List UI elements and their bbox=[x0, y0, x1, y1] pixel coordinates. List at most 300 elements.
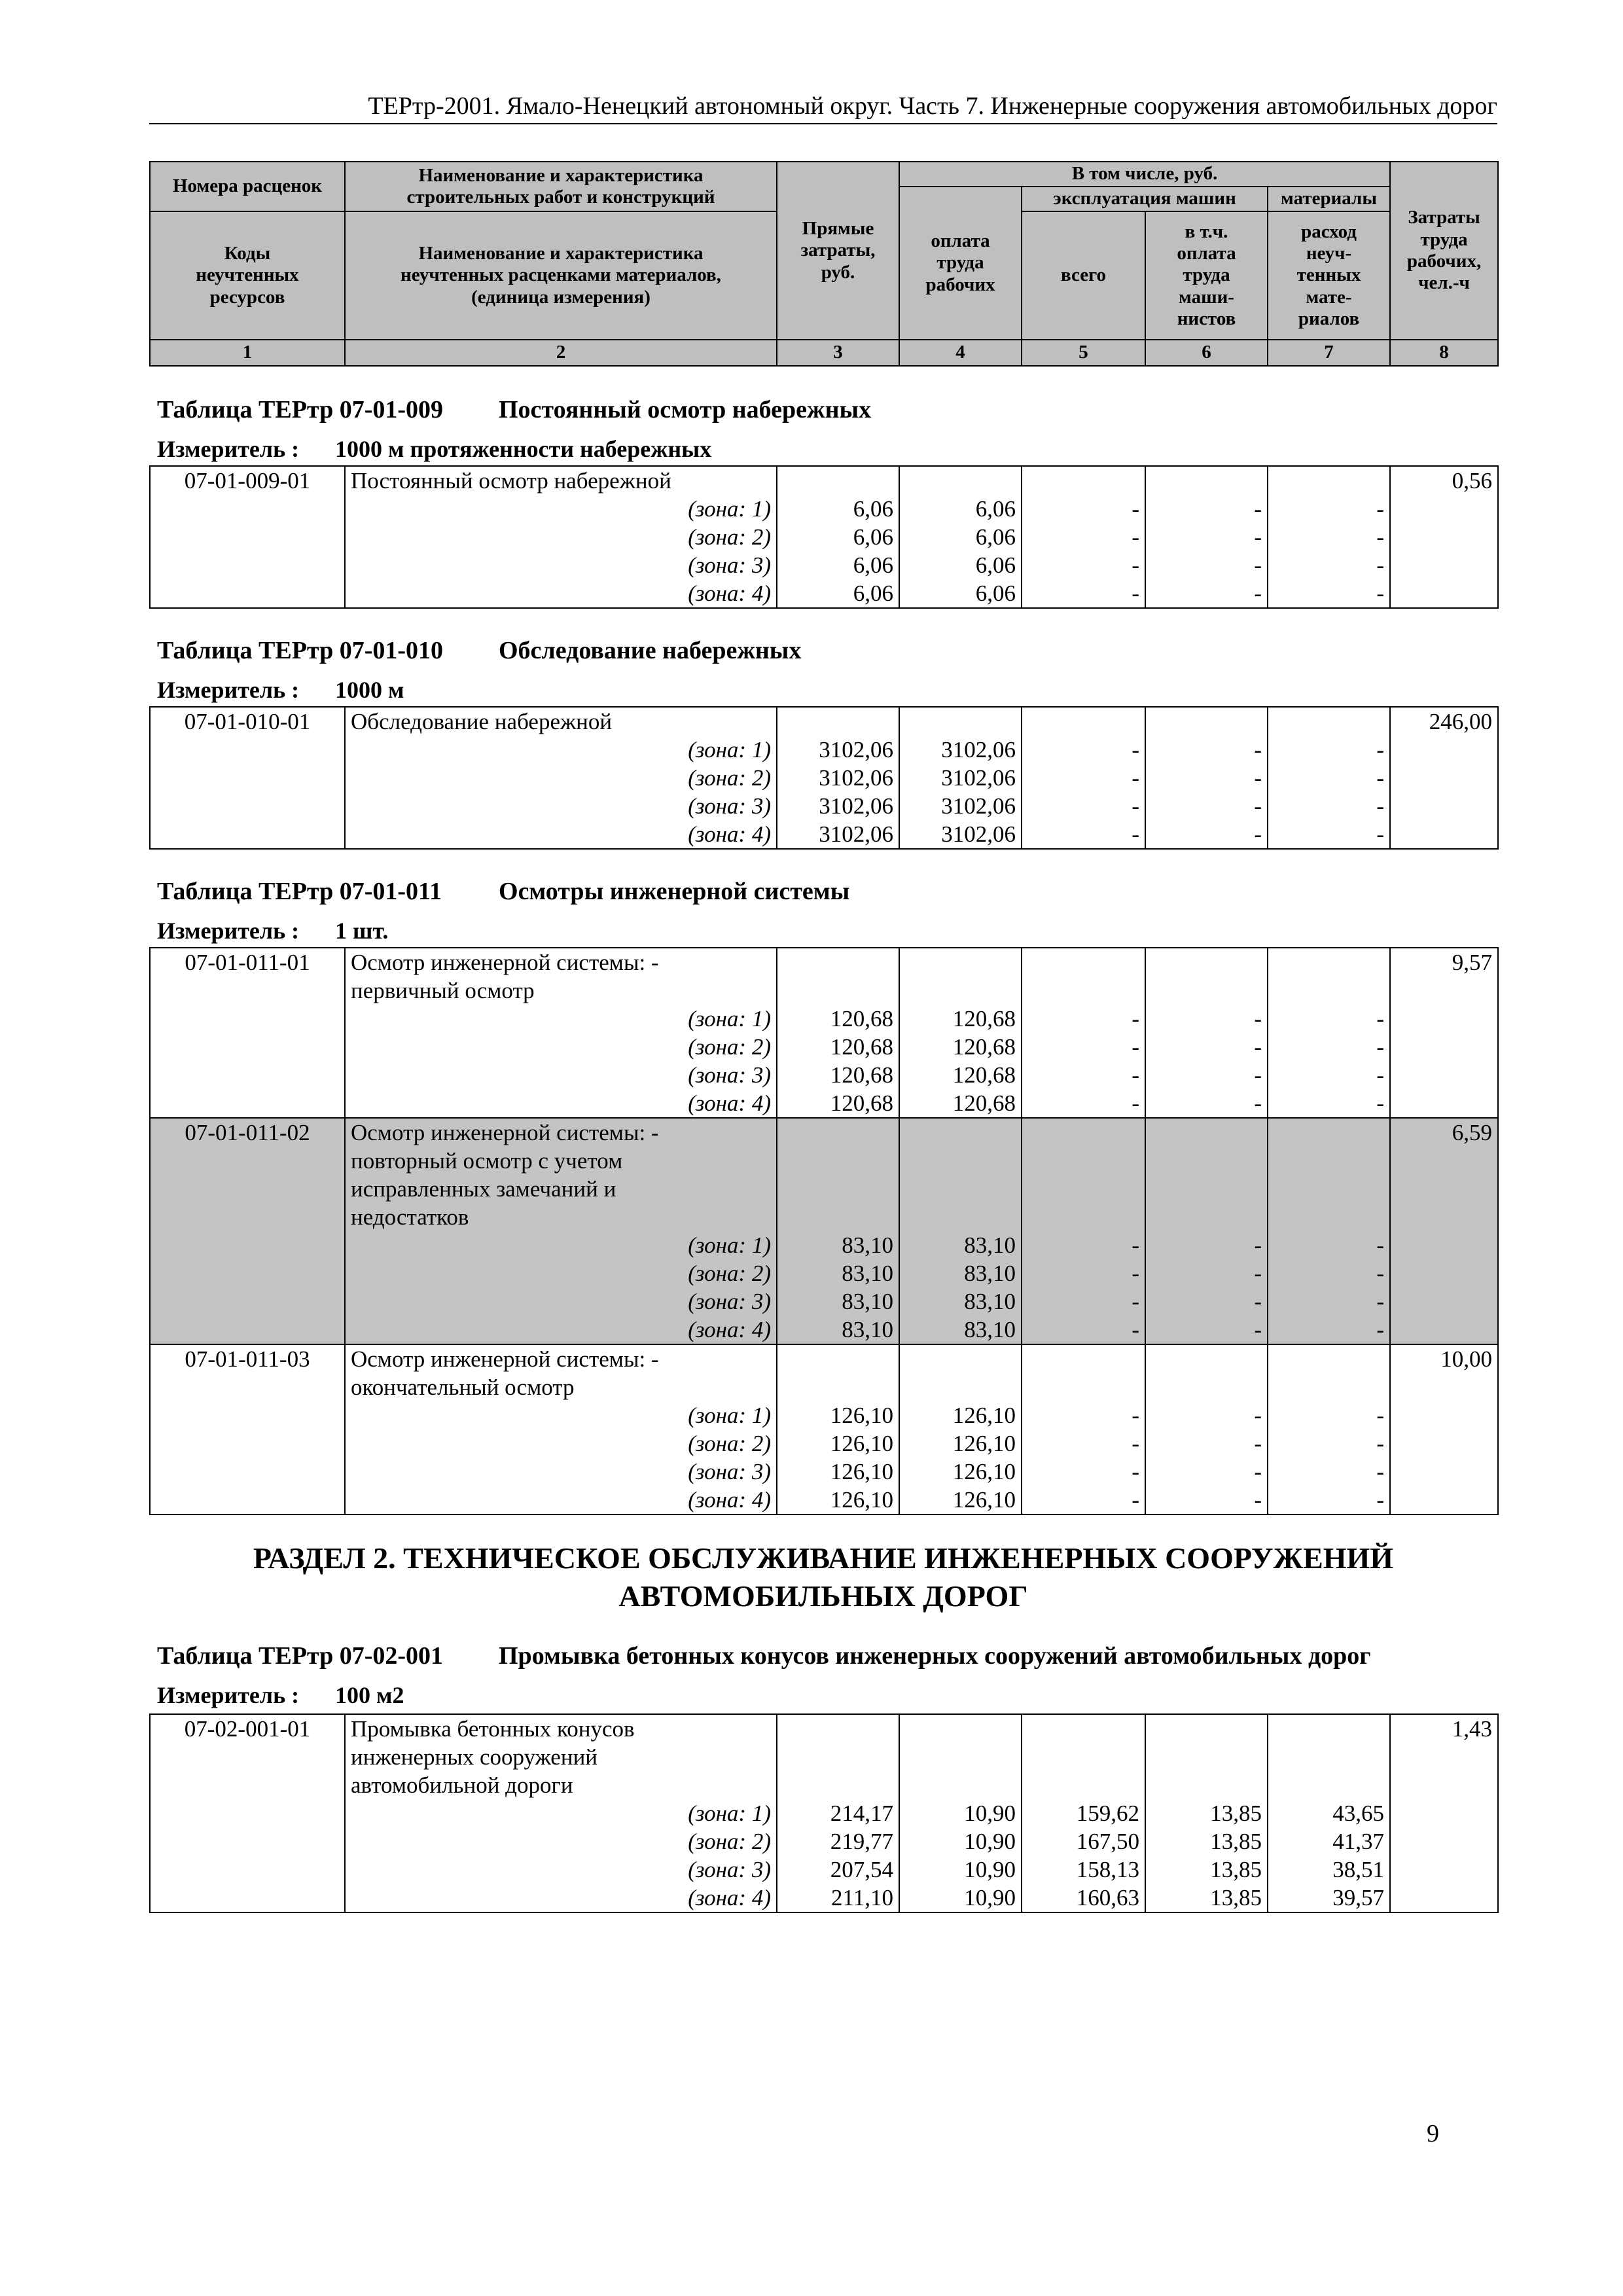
table-cell bbox=[1390, 495, 1498, 523]
table-cell bbox=[1268, 1175, 1390, 1203]
table-cell: (зона: 1) bbox=[345, 736, 777, 764]
table-cell: - bbox=[1022, 820, 1145, 849]
table-cell: (зона: 2) bbox=[345, 1429, 777, 1458]
table-cell: - bbox=[1268, 579, 1390, 608]
table-title: Таблица ТЕРтр 07-01-010 Обследование набережных bbox=[157, 637, 802, 664]
column-number: 7 bbox=[1268, 340, 1390, 366]
table-cell bbox=[1022, 1344, 1145, 1373]
table-cell: Осмотр инженерной системы: - bbox=[345, 1118, 777, 1147]
table-cell: Постоянный осмотр набережной bbox=[345, 466, 777, 495]
table-cell: - bbox=[1145, 523, 1268, 551]
table-cell bbox=[150, 1884, 345, 1912]
table-cell bbox=[1022, 1743, 1145, 1771]
table-cell: 83,10 bbox=[777, 1316, 899, 1344]
table-row bbox=[150, 495, 1498, 523]
table-cell: - bbox=[1268, 1287, 1390, 1316]
table-cell: 3102,06 bbox=[777, 792, 899, 820]
table-cell: - bbox=[1022, 1259, 1145, 1287]
table-cell: - bbox=[1022, 1429, 1145, 1458]
table-cell bbox=[1022, 948, 1145, 977]
table-cell bbox=[150, 1743, 345, 1771]
table-cell bbox=[150, 1458, 345, 1486]
table-cell bbox=[150, 551, 345, 579]
table-title: Таблица ТЕРтр 07-02-001 Промывка бетонных конусов инженерных сооружений автомобильных дорог bbox=[157, 1642, 1371, 1670]
table-cell: (зона: 4) bbox=[345, 1316, 777, 1344]
table-cell bbox=[1145, 1714, 1268, 1743]
table-row bbox=[150, 1458, 1498, 1486]
table-row bbox=[150, 1203, 1498, 1231]
table-cell bbox=[150, 764, 345, 792]
table-cell: - bbox=[1022, 736, 1145, 764]
table-cell bbox=[150, 1005, 345, 1033]
table-cell: - bbox=[1022, 1486, 1145, 1515]
page-number: 9 bbox=[1427, 2120, 1439, 2147]
table-cell bbox=[150, 1147, 345, 1175]
table-cell bbox=[1390, 1401, 1498, 1429]
table-cell bbox=[150, 1316, 345, 1344]
table-cell: - bbox=[1145, 495, 1268, 523]
table-row bbox=[150, 1827, 1498, 1856]
table-cell: 83,10 bbox=[899, 1231, 1022, 1259]
table-cell bbox=[1390, 820, 1498, 849]
table-cell: 167,50 bbox=[1022, 1827, 1145, 1856]
table-cell bbox=[777, 1118, 899, 1147]
table-cell: 3102,06 bbox=[899, 736, 1022, 764]
table-cell: 07-01-009-01 bbox=[150, 466, 345, 495]
table-cell: - bbox=[1145, 820, 1268, 849]
table-cell bbox=[1390, 1287, 1498, 1316]
table-cell bbox=[1390, 523, 1498, 551]
table-cell bbox=[150, 1089, 345, 1118]
table-cell: (зона: 1) bbox=[345, 1799, 777, 1827]
table-cell bbox=[899, 1373, 1022, 1401]
table-cell bbox=[1390, 1316, 1498, 1344]
table-cell bbox=[1022, 707, 1145, 736]
table-cell bbox=[1390, 1486, 1498, 1515]
table-cell bbox=[150, 1373, 345, 1401]
table-cell: 07-02-001-01 bbox=[150, 1714, 345, 1743]
table-cell bbox=[1022, 1175, 1145, 1203]
table-cell: (зона: 4) bbox=[345, 1089, 777, 1118]
table-cell bbox=[150, 1231, 345, 1259]
table-cell bbox=[1022, 1118, 1145, 1147]
table-cell: 10,90 bbox=[899, 1827, 1022, 1856]
table-cell bbox=[899, 1175, 1022, 1203]
table-row bbox=[150, 1147, 1498, 1175]
table-cell bbox=[1390, 1033, 1498, 1061]
table-cell: исправленных замечаний и bbox=[345, 1175, 777, 1203]
table-cell bbox=[899, 707, 1022, 736]
table-cell bbox=[1390, 977, 1498, 1005]
table-cell: - bbox=[1268, 523, 1390, 551]
table-row bbox=[150, 1259, 1498, 1287]
table-row bbox=[150, 1005, 1498, 1033]
table-cell: 126,10 bbox=[899, 1401, 1022, 1429]
table-cell: 126,10 bbox=[777, 1429, 899, 1458]
table-cell: - bbox=[1268, 1005, 1390, 1033]
table-cell bbox=[150, 1287, 345, 1316]
table-cell: - bbox=[1268, 764, 1390, 792]
table-cell: - bbox=[1268, 1231, 1390, 1259]
table-cell: - bbox=[1145, 1061, 1268, 1089]
table-cell bbox=[1390, 1429, 1498, 1458]
table-cell: - bbox=[1268, 551, 1390, 579]
table-cell: 6,06 bbox=[777, 495, 899, 523]
table-cell: - bbox=[1145, 1458, 1268, 1486]
table-row bbox=[150, 1231, 1498, 1259]
table-cell: (зона: 4) bbox=[345, 1486, 777, 1515]
table-row bbox=[150, 764, 1498, 792]
table-cell bbox=[899, 466, 1022, 495]
table-cell: 07-01-011-01 bbox=[150, 948, 345, 977]
header-nomera-rascenok: Номера расценок bbox=[150, 162, 345, 211]
table-cell bbox=[150, 977, 345, 1005]
table-cell bbox=[1390, 551, 1498, 579]
table-cell bbox=[777, 977, 899, 1005]
table-cell: 120,68 bbox=[777, 1005, 899, 1033]
table-cell: 120,68 bbox=[777, 1033, 899, 1061]
table-cell: 219,77 bbox=[777, 1827, 899, 1856]
header-pryamye-zatraty: Прямые затраты, руб. bbox=[777, 162, 899, 340]
table-cell: 3102,06 bbox=[777, 764, 899, 792]
table-cell: Осмотр инженерной системы: - bbox=[345, 1344, 777, 1373]
table-row bbox=[150, 1033, 1498, 1061]
table-cell: 126,10 bbox=[777, 1458, 899, 1486]
table-cell: - bbox=[1268, 820, 1390, 849]
table-cell: - bbox=[1022, 1401, 1145, 1429]
table-cell bbox=[150, 1061, 345, 1089]
table-cell bbox=[1268, 1118, 1390, 1147]
table-cell: 3102,06 bbox=[899, 820, 1022, 849]
table-cell: 07-01-010-01 bbox=[150, 707, 345, 736]
table-cell bbox=[1145, 1743, 1268, 1771]
column-number: 1 bbox=[150, 340, 345, 366]
table-cell: 126,10 bbox=[899, 1486, 1022, 1515]
table-cell: - bbox=[1022, 1316, 1145, 1344]
header-oplata-truda: оплата труда рабочих bbox=[899, 187, 1022, 340]
table-cell: 160,63 bbox=[1022, 1884, 1145, 1912]
table-row bbox=[150, 707, 1498, 736]
table-cell: 07-01-011-02 bbox=[150, 1118, 345, 1147]
table-cell bbox=[1145, 1147, 1268, 1175]
table-cell bbox=[150, 1401, 345, 1429]
table-row bbox=[150, 1344, 1498, 1373]
table-cell bbox=[1145, 707, 1268, 736]
table-cell: (зона: 2) bbox=[345, 523, 777, 551]
table-cell bbox=[150, 1175, 345, 1203]
table-cell bbox=[150, 1429, 345, 1458]
table-cell: первичный осмотр bbox=[345, 977, 777, 1005]
table-cell bbox=[150, 792, 345, 820]
table-cell: 83,10 bbox=[899, 1316, 1022, 1344]
table-cell: 214,17 bbox=[777, 1799, 899, 1827]
table-row bbox=[150, 1429, 1498, 1458]
table-cell: - bbox=[1268, 1429, 1390, 1458]
table-cell: 83,10 bbox=[777, 1287, 899, 1316]
table-cell bbox=[1390, 792, 1498, 820]
table-cell bbox=[150, 579, 345, 608]
table-cell bbox=[1390, 1743, 1498, 1771]
table-cell: (зона: 2) bbox=[345, 1827, 777, 1856]
section-title: РАЗДЕЛ 2. ТЕХНИЧЕСКОЕ ОБСЛУЖИВАНИЕ ИНЖЕНЕРНЫХ СООРУЖЕНИЙ АВТОМОБИЛЬНЫХ ДОРОГ bbox=[253, 1541, 1394, 1613]
table-cell: - bbox=[1145, 579, 1268, 608]
table-cell: - bbox=[1145, 1429, 1268, 1458]
table-cell bbox=[777, 1771, 899, 1799]
column-number: 5 bbox=[1022, 340, 1145, 366]
table-cell: 126,10 bbox=[899, 1429, 1022, 1458]
table-cell bbox=[899, 1743, 1022, 1771]
header-naimenovanie-works: Наименование и характеристика строительных работ и конструкций bbox=[345, 162, 777, 211]
table-cell bbox=[1145, 977, 1268, 1005]
table-row bbox=[150, 551, 1498, 579]
table-cell bbox=[1145, 466, 1268, 495]
table-cell: - bbox=[1022, 1089, 1145, 1118]
table-cell: Обследование набережной bbox=[345, 707, 777, 736]
table-cell bbox=[1145, 948, 1268, 977]
table-cell: 07-01-011-03 bbox=[150, 1344, 345, 1373]
table-cell bbox=[899, 1771, 1022, 1799]
table-cell bbox=[1390, 1259, 1498, 1287]
table-row bbox=[150, 466, 1498, 495]
table-row bbox=[150, 1061, 1498, 1089]
table-cell: (зона: 3) bbox=[345, 1856, 777, 1884]
table-cell: 3102,06 bbox=[899, 764, 1022, 792]
table-measure: Измеритель : 100 м2 bbox=[157, 1682, 404, 1708]
table-cell bbox=[1268, 948, 1390, 977]
table-cell: 120,68 bbox=[899, 1089, 1022, 1118]
table-cell bbox=[899, 1203, 1022, 1231]
table-cell bbox=[777, 1203, 899, 1231]
table-cell bbox=[1268, 1147, 1390, 1175]
table-cell: повторный осмотр с учетом bbox=[345, 1147, 777, 1175]
table-measure: Измеритель : 1000 м протяженности набережных bbox=[157, 436, 712, 462]
table-cell bbox=[1022, 466, 1145, 495]
table-row bbox=[150, 977, 1498, 1005]
table-cell: 120,68 bbox=[899, 1033, 1022, 1061]
header-vtch-oplata-mashinistov: в т.ч. оплата труда маши- нистов bbox=[1145, 211, 1268, 340]
table-07-01-009 bbox=[149, 465, 1499, 609]
table-cell bbox=[1390, 736, 1498, 764]
table-cell: 41,37 bbox=[1268, 1827, 1390, 1856]
table-cell: - bbox=[1022, 1287, 1145, 1316]
table-row bbox=[150, 948, 1498, 977]
table-cell: - bbox=[1268, 1316, 1390, 1344]
table-cell bbox=[1145, 1118, 1268, 1147]
table-row bbox=[150, 1856, 1498, 1884]
table-cell: 246,00 bbox=[1390, 707, 1498, 736]
table-cell bbox=[777, 707, 899, 736]
table-cell: 9,57 bbox=[1390, 948, 1498, 977]
table-cell: - bbox=[1022, 1005, 1145, 1033]
table-cell bbox=[1022, 1203, 1145, 1231]
table-cell bbox=[1022, 1714, 1145, 1743]
table-cell bbox=[1145, 1373, 1268, 1401]
table-row bbox=[150, 1486, 1498, 1515]
table-cell: 211,10 bbox=[777, 1884, 899, 1912]
table-cell: (зона: 2) bbox=[345, 1259, 777, 1287]
table-cell: 3102,06 bbox=[777, 820, 899, 849]
table-cell: 39,57 bbox=[1268, 1884, 1390, 1912]
table-cell: 6,06 bbox=[899, 523, 1022, 551]
table-row bbox=[150, 1373, 1498, 1401]
header-kody-resursov: Коды неучтенных ресурсов bbox=[150, 211, 345, 340]
table-cell: - bbox=[1145, 1259, 1268, 1287]
table-row bbox=[150, 1175, 1498, 1203]
table-07-02-001 bbox=[149, 1713, 1499, 1913]
header-vsego: всего bbox=[1022, 211, 1145, 340]
table-cell bbox=[1390, 1771, 1498, 1799]
table-measure: Измеритель : 1000 м bbox=[157, 677, 404, 703]
table-row bbox=[150, 1714, 1498, 1743]
table-cell bbox=[150, 1033, 345, 1061]
table-cell bbox=[150, 1203, 345, 1231]
table-measure: Измеритель : 1 шт. bbox=[157, 918, 389, 944]
table-row bbox=[150, 736, 1498, 764]
table-row bbox=[150, 1771, 1498, 1799]
table-cell: 3102,06 bbox=[777, 736, 899, 764]
table-cell: 10,90 bbox=[899, 1856, 1022, 1884]
table-cell: - bbox=[1145, 551, 1268, 579]
table-cell bbox=[1268, 466, 1390, 495]
table-cell: 13,85 bbox=[1145, 1856, 1268, 1884]
table-cell: 3102,06 bbox=[899, 792, 1022, 820]
table-row bbox=[150, 820, 1498, 849]
table-cell: - bbox=[1022, 792, 1145, 820]
table-cell bbox=[150, 820, 345, 849]
table-cell: 13,85 bbox=[1145, 1799, 1268, 1827]
table-cell bbox=[777, 1344, 899, 1373]
table-cell: (зона: 2) bbox=[345, 764, 777, 792]
table-cell bbox=[1390, 764, 1498, 792]
table-cell: (зона: 3) bbox=[345, 1287, 777, 1316]
table-cell: (зона: 3) bbox=[345, 1061, 777, 1089]
table-cell bbox=[899, 948, 1022, 977]
table-cell bbox=[1145, 1203, 1268, 1231]
table-cell: Осмотр инженерной системы: - bbox=[345, 948, 777, 977]
table-cell: (зона: 1) bbox=[345, 1401, 777, 1429]
table-cell: 6,06 bbox=[899, 495, 1022, 523]
table-row bbox=[150, 1884, 1498, 1912]
table-cell bbox=[1145, 1344, 1268, 1373]
table-cell bbox=[1390, 1175, 1498, 1203]
column-number: 6 bbox=[1145, 340, 1268, 366]
table-cell: (зона: 4) bbox=[345, 1884, 777, 1912]
header-materialy: материалы bbox=[1268, 187, 1390, 211]
table-cell: инженерных сооружений bbox=[345, 1743, 777, 1771]
table-cell: - bbox=[1022, 1231, 1145, 1259]
table-cell bbox=[777, 1147, 899, 1175]
table-cell: - bbox=[1145, 1287, 1268, 1316]
table-row bbox=[150, 1089, 1498, 1118]
table-cell bbox=[777, 948, 899, 977]
table-cell: - bbox=[1145, 736, 1268, 764]
table-cell: - bbox=[1268, 1486, 1390, 1515]
table-cell: (зона: 3) bbox=[345, 792, 777, 820]
table-cell: - bbox=[1145, 1089, 1268, 1118]
table-cell bbox=[1022, 1373, 1145, 1401]
table-cell: 43,65 bbox=[1268, 1799, 1390, 1827]
table-cell: - bbox=[1022, 1033, 1145, 1061]
table-cell: - bbox=[1268, 1061, 1390, 1089]
table-cell: 159,62 bbox=[1022, 1799, 1145, 1827]
table-cell: - bbox=[1145, 1486, 1268, 1515]
table-cell: автомобильной дороги bbox=[345, 1771, 777, 1799]
table-cell: 13,85 bbox=[1145, 1884, 1268, 1912]
table-cell: - bbox=[1145, 1401, 1268, 1429]
table-row bbox=[150, 523, 1498, 551]
column-header-table bbox=[149, 161, 1499, 367]
table-cell bbox=[1390, 1856, 1498, 1884]
table-cell bbox=[150, 495, 345, 523]
table-cell: - bbox=[1145, 1316, 1268, 1344]
table-title: Таблица ТЕРтр 07-01-011 Осмотры инженерной системы bbox=[157, 878, 850, 905]
table-row bbox=[150, 1118, 1498, 1147]
table-cell: (зона: 1) bbox=[345, 1231, 777, 1259]
table-cell: - bbox=[1145, 1033, 1268, 1061]
table-cell bbox=[150, 1799, 345, 1827]
table-cell: недостатков bbox=[345, 1203, 777, 1231]
table-cell: - bbox=[1268, 1259, 1390, 1287]
table-07-01-011 bbox=[149, 947, 1499, 1515]
table-cell: - bbox=[1268, 1401, 1390, 1429]
table-cell bbox=[1268, 707, 1390, 736]
table-cell: 83,10 bbox=[899, 1259, 1022, 1287]
table-cell bbox=[1268, 977, 1390, 1005]
table-cell: - bbox=[1022, 1458, 1145, 1486]
table-cell bbox=[1268, 1743, 1390, 1771]
table-cell: 10,00 bbox=[1390, 1344, 1498, 1373]
table-cell: - bbox=[1022, 495, 1145, 523]
table-cell: - bbox=[1022, 1061, 1145, 1089]
table-cell bbox=[150, 1771, 345, 1799]
table-cell bbox=[150, 1856, 345, 1884]
table-cell: - bbox=[1268, 495, 1390, 523]
table-cell: - bbox=[1268, 736, 1390, 764]
table-cell: 10,90 bbox=[899, 1884, 1022, 1912]
table-cell bbox=[1390, 1061, 1498, 1089]
table-cell bbox=[1022, 977, 1145, 1005]
table-cell: 13,85 bbox=[1145, 1827, 1268, 1856]
table-cell: (зона: 4) bbox=[345, 579, 777, 608]
table-cell: - bbox=[1022, 764, 1145, 792]
table-cell bbox=[899, 1147, 1022, 1175]
column-number: 3 bbox=[777, 340, 899, 366]
table-cell: - bbox=[1268, 792, 1390, 820]
table-cell bbox=[1268, 1714, 1390, 1743]
table-cell: 83,10 bbox=[777, 1259, 899, 1287]
table-07-01-010 bbox=[149, 706, 1499, 850]
table-cell: 1,43 bbox=[1390, 1714, 1498, 1743]
table-cell: (зона: 2) bbox=[345, 1033, 777, 1061]
header-ekspluataciya-mashin: эксплуатация машин bbox=[1022, 187, 1268, 211]
header-rashod-materialov: расход неуч- тенных мате- риалов bbox=[1268, 211, 1390, 340]
table-cell: 120,68 bbox=[899, 1061, 1022, 1089]
table-cell: 6,06 bbox=[777, 523, 899, 551]
table-cell: 83,10 bbox=[777, 1231, 899, 1259]
table-row bbox=[150, 579, 1498, 608]
table-cell: 6,06 bbox=[777, 551, 899, 579]
table-cell: (зона: 1) bbox=[345, 1005, 777, 1033]
running-header: ТЕРтр-2001. Ямало-Ненецкий автономный округ. Часть 7. Инженерные сооружения автомобильных дорог bbox=[149, 92, 1497, 124]
table-cell bbox=[1390, 579, 1498, 608]
table-row bbox=[150, 1799, 1498, 1827]
table-cell bbox=[1390, 1884, 1498, 1912]
table-cell bbox=[1390, 1458, 1498, 1486]
table-row bbox=[150, 1743, 1498, 1771]
table-cell bbox=[1268, 1344, 1390, 1373]
table-cell bbox=[777, 1175, 899, 1203]
table-cell bbox=[150, 1827, 345, 1856]
